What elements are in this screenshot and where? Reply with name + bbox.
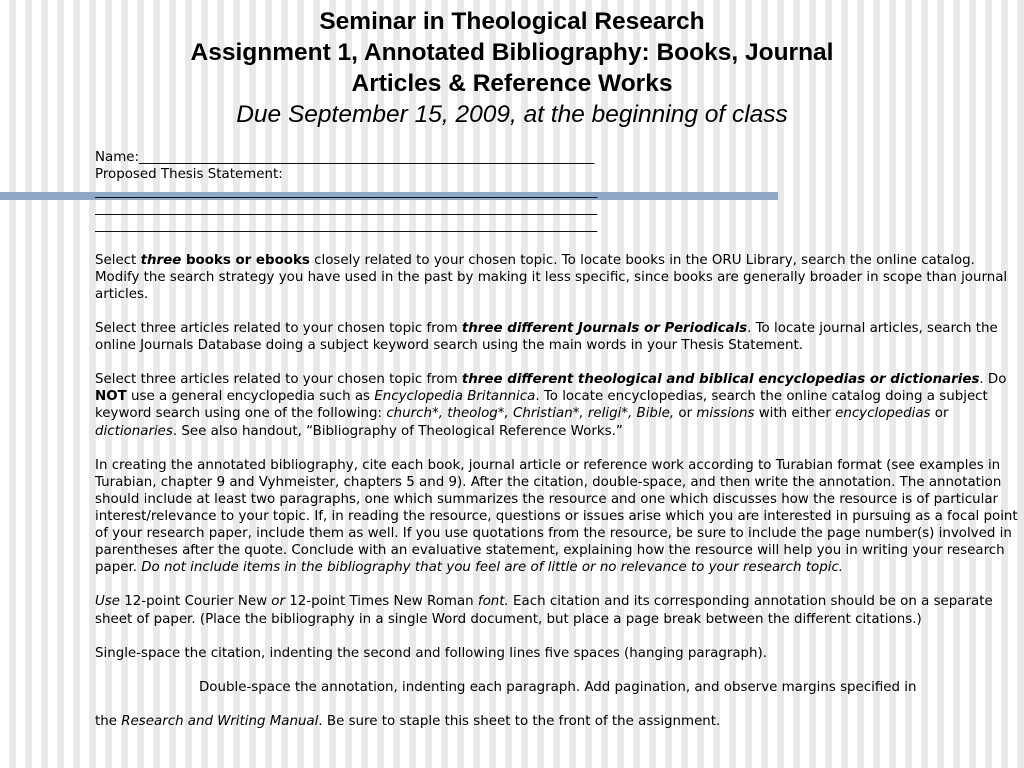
instructions-body (95, 149, 1020, 730)
name-blank: ____________________________________________________________________ (139, 150, 595, 165)
slide-heading (0, 6, 1024, 130)
not-emphasis: NOT (95, 389, 127, 405)
annotation-paragraph: In creating the annotated bibliography, cite each book, journal article or reference work according to Turabian format (see examples in Turabian, chapter 9 and Vyhmeister, chapters 5 and 9). After the citation, double-space, and then write the annotation. The annotation should include at least two paragraphs, one which summarizes the resource and one which discusses how the resource is of particular interest/relevance to your topic. If, in reading the resource, questions or issues arise which you are interested in pursuing as a focal point of your research paper, include them as well. If you use quotations from the resource, be sure to include the page number(s) involved in parentheses after the quote. Conclude with an evaluative statement, explaining how the resource will help you in writing your research paper. Do not include items in the bibliography that you feel are of little or no relevance to your research topic. (95, 457, 1018, 576)
journals-paragraph: Select three articles related to your chosen topic from three different Journals or Periodicals. To locate journal articles, search the online Journals Database doing a subject keyword search using the main words in your Thesis Statement. (95, 320, 998, 354)
reference-works-paragraph: Select three articles related to your chosen topic from three different theological and biblical encyclopedias or dictionaries. Do NOT use a general encyclopedia such as Encyclopedia Britannica. To locate encyclopedias, search the online catalog doing a subject keyword search using one of the following: church*, theolog*, Christian*, religi*, Bible, or missions with either encyclopedias or dictionaries. See also handout, “Bibliography of Theological Reference Works.” (95, 372, 1007, 439)
citation-spacing-paragraph: Single-space the citation, indenting the second and following lines five spaces (hanging paragraph). (95, 645, 767, 661)
course-title: Seminar in Theological Research (319, 8, 705, 35)
thesis-blank-2: ___________________________________________________________________________ (95, 201, 598, 217)
manual-title: Research and Writing Manual (121, 714, 319, 730)
name-label: Name: (95, 150, 140, 165)
thesis-blank-1: ___________________________________________________________________________ (95, 184, 598, 200)
font-paragraph: Use 12-point Courier New or 12-point Times New Roman font. Each citation and its corresponding annotation should be on a separate sheet of paper. (Place the bibliography in a single Word document, but place a page break between the different citations.) (95, 594, 993, 627)
manual-paragraph: the Research and Writing Manual. Be sure to staple this sheet to the front of the assignment. (95, 714, 721, 730)
books-paragraph: Select three books or ebooks closely related to your chosen topic. To locate books in the ORU Library, search the online catalog. Modify the search strategy you have used in the past by making it less specific, since books are generally broader in scope than journal articles. (95, 252, 1008, 302)
due-date: Due September 15, 2009, at the beginning of class (236, 101, 788, 128)
name-field-line (95, 149, 1020, 166)
assignment-title-cont: Articles & Reference Works (351, 70, 673, 97)
search-terms: church*, theolog*, Christian*, religi*, Bible, (386, 406, 675, 422)
thesis-label: Proposed Thesis Statement: (95, 167, 283, 183)
thesis-blank-3: ___________________________________________________________________________ (95, 218, 598, 234)
relevance-warning: Do not include items in the bibliography that you feel are of little or no relevance to your research topic. (141, 560, 844, 576)
three-emphasis: three (140, 252, 182, 268)
annotation-spacing-paragraph: Double-space the annotation, indenting each paragraph. Add pagination, and observe margins specified in (199, 679, 917, 695)
assignment-title: Assignment 1, Annotated Bibliography: Books, Journal (190, 39, 834, 66)
